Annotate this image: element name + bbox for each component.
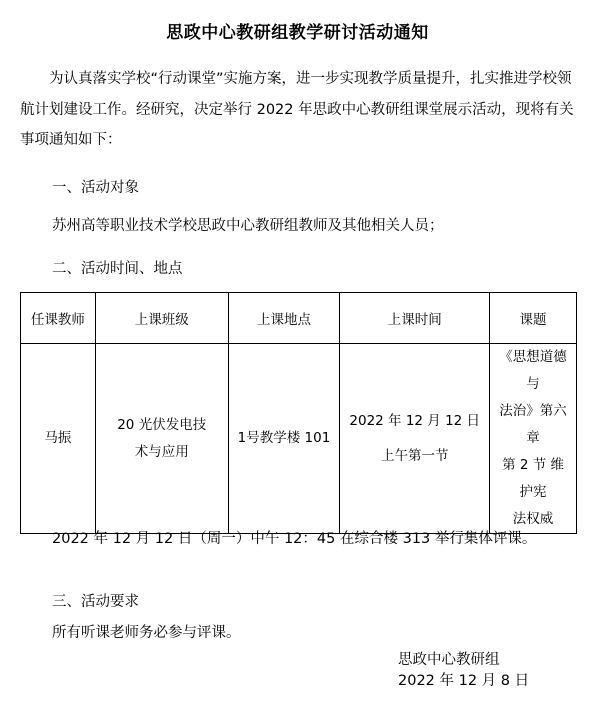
header-topic: 课题 (490, 293, 577, 344)
header-location: 上课地点 (228, 293, 340, 344)
cell-topic (490, 344, 577, 534)
header-time: 上课时间 (340, 293, 490, 344)
cell-topic-line2: 法治》第六章 (499, 403, 567, 446)
cell-class-line2: 术与应用 (134, 443, 189, 460)
section1-text: 苏州高等职业技术学校思政中心教研组教师及其他相关人员； (52, 218, 444, 234)
cell-topic-line3: 第 2 节 维护宪 (502, 457, 565, 500)
intro-paragraph: 为认真落实学校“行动课堂”实施方案，进一步实现教学质量提升，扎实推进学校领航计划建设工作。经研究，决定举行 2022 年思政中心教研组课堂展示活动，现将有关事项通知如下： (20, 71, 574, 148)
notice-title: 思政中心教研组教学研讨活动通知 (166, 23, 429, 43)
section1-heading: 一、活动对象 (52, 180, 139, 196)
header-class: 上课班级 (95, 293, 228, 344)
cell-time-line1: 2022 年 12 月 12 日 (349, 412, 481, 429)
section3-text: 所有听课老师务必参与评课。 (52, 625, 241, 641)
signature-org: 思政中心教研组 (398, 652, 500, 668)
cell-time (340, 344, 490, 534)
cell-teacher: 马振 (21, 344, 96, 534)
table-row (21, 344, 577, 534)
cell-location: 1号教学楼 101 (228, 344, 340, 534)
section3-heading: 三、活动要求 (52, 594, 139, 610)
section2-heading: 二、活动时间、地点 (52, 261, 183, 277)
header-teacher: 任课教师 (21, 293, 96, 344)
cell-topic-line1: 《思想道德与 (499, 349, 567, 392)
cell-class (95, 344, 228, 534)
signature-date: 2022 年 12 月 8 日 (398, 673, 530, 689)
schedule-table (20, 292, 577, 534)
cell-time-line2: 上午第一节 (380, 447, 449, 464)
cell-topic-line4: 法权威 (512, 511, 554, 527)
table-header-row (21, 293, 577, 344)
cell-class-line1: 20 光伏发电技 (117, 416, 207, 433)
review-note: 2022 年 12 月 12 日（周一）中午 12：45 在综合楼 313 举行集体评课。 (52, 531, 537, 547)
